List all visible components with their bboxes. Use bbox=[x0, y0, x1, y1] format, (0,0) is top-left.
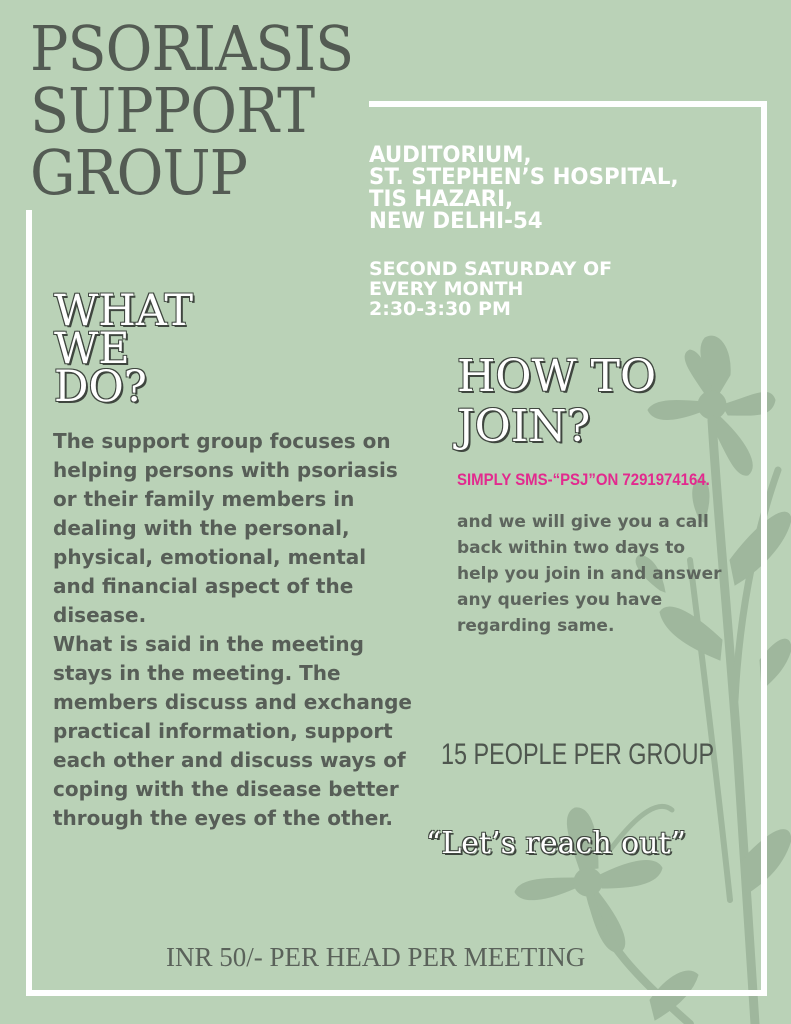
poster-title bbox=[30, 12, 354, 209]
heading-line: DO? bbox=[54, 362, 147, 412]
join-description: and we will give you a call back within two days to help you join in and answer any queries you have regarding same. bbox=[457, 512, 722, 636]
heading-line: JOIN? bbox=[457, 401, 591, 452]
description-paragraph: What is said in the meeting stays in the meeting. The members discuss and exchange practical information, support each other and discuss ways of coping with the disease better through the eyes of the other. bbox=[53, 632, 412, 830]
heading-line: WHAT bbox=[54, 286, 194, 336]
what-we-do-description bbox=[53, 427, 413, 833]
heading-line: HOW TO bbox=[457, 351, 657, 402]
venue-line: NEW DELHI-54 bbox=[369, 209, 543, 234]
frame-left-border bbox=[26, 210, 32, 996]
venue-line: AUDITORIUM, bbox=[369, 143, 532, 168]
slogan-quote: “Let’s reach out” bbox=[426, 826, 686, 861]
how-to-join-heading bbox=[457, 352, 656, 452]
schedule-line: 2:30-3:30 PM bbox=[369, 298, 511, 320]
what-we-do-heading bbox=[54, 286, 194, 412]
meeting-schedule bbox=[369, 259, 612, 319]
group-size-note: 15 PEOPLE PER GROUP bbox=[441, 738, 715, 771]
frame-bottom-border bbox=[26, 990, 767, 996]
venue-address bbox=[369, 145, 679, 233]
title-line: GROUP bbox=[30, 136, 248, 209]
title-line: PSORIASIS bbox=[30, 12, 354, 85]
sms-instruction: SIMPLY SMS-“PSJ”ON 7291974164. bbox=[457, 470, 710, 489]
venue-line: TIS HAZARI, bbox=[369, 187, 514, 212]
frame-top-border bbox=[369, 101, 767, 107]
heading-line: WE bbox=[54, 324, 130, 374]
fee-note: INR 50/- PER HEAD PER MEETING bbox=[166, 942, 586, 972]
title-line: SUPPORT bbox=[30, 74, 315, 147]
venue-line: ST. STEPHEN’S HOSPITAL, bbox=[369, 165, 679, 190]
schedule-line: EVERY MONTH bbox=[369, 278, 524, 300]
description-paragraph: The support group focuses on helping persons with psoriasis or their family members in dealing with the personal, physical, emotional, mental and financial aspect of the disease. bbox=[53, 429, 398, 627]
frame-right-border bbox=[761, 101, 767, 996]
schedule-line: SECOND SATURDAY OF bbox=[369, 258, 613, 280]
